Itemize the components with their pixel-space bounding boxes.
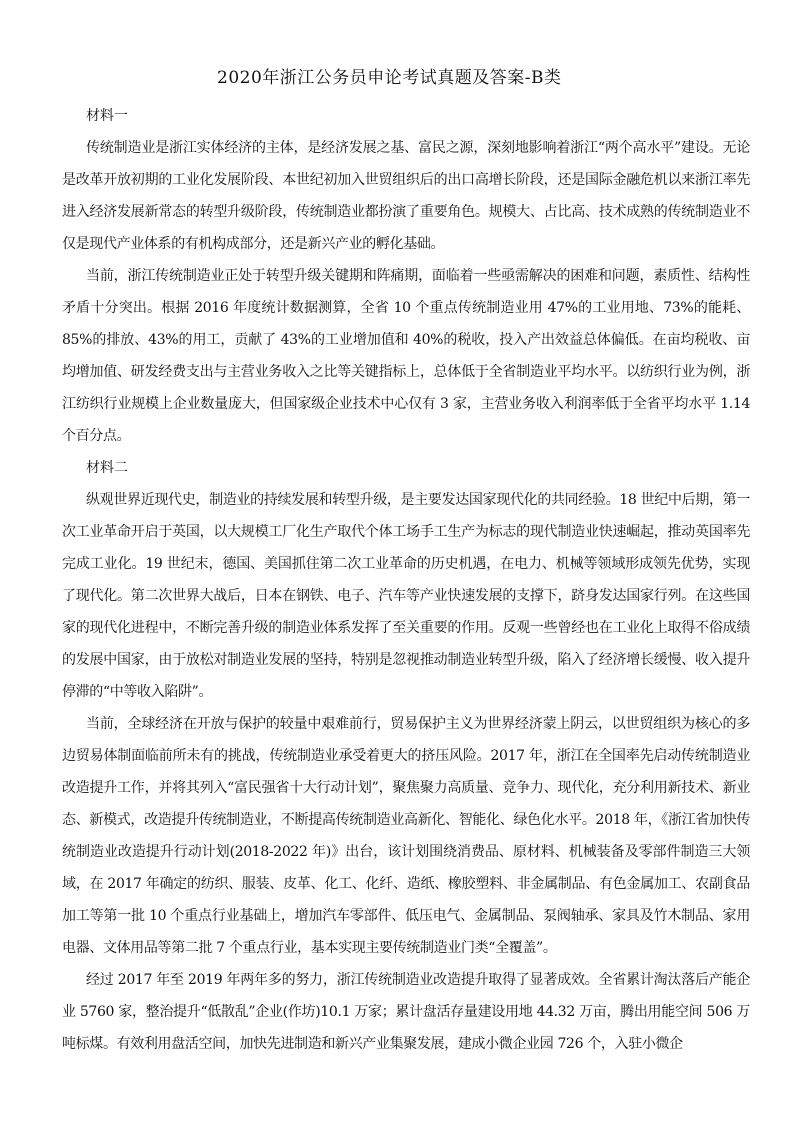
paragraph: 纵观世界近现代史，制造业的持续发展和转型升级，是主要发达国家现代化的共同经验。18 世纪中后期，第一次工业革命开启于英国，以大规模工厂化生产取代个体工场手工生产为标志的现代制造业快速崛起，推动英国率先完成工业化。19 世纪末，德国、美国抓住第二次工业革命的历史机遇，在电力、机械等领域形成领先优势，实现了现代化。第二次世界大战后，日本在钢铁、电子、汽车等产业快速发展的支撑下，跻身发达国家行列。在这些国家的现代化进程中，不断完善升级的制造业体系发挥了至关重要的作用。反观一些曾经也在工业化上取得不俗成绩的发展中国家，由于放松对制造业发展的坚持，特别是忽视推动制造业转型升级，陷入了经济增长缓慢、收入提升停滞的“中等收入陷阱”。 (62, 492, 750, 700)
material-section-1 (62, 100, 750, 452)
paragraph: 经过 2017 年至 2019 年两年多的努力，浙江传统制造业改造提升取得了显著成效。全省累计淘汰落后产能企业 5760 家，整治提升“低散乱”企业(作坊)10.1 万家；累计盘活存量建设用地 44.32 万亩，腾出用能空间 506 万吨标煤。有效利用盘活空间，加快先进制造和新兴产业集聚发展，建成小微企业园 726 个，入驻小微企 (62, 972, 750, 1052)
document-page (62, 62, 750, 1060)
document-title: 2020年浙江公务员申论考试真题及答案-B类 (217, 68, 562, 88)
section-heading: 材料一 (86, 108, 128, 124)
paragraph: 当前，全球经济在开放与保护的较量中艰难前行，贸易保护主义为世界经济蒙上阴云，以世贸组织为核心的多边贸易体制面临前所未有的挑战，传统制造业承受着更大的挤压风险。2017 年，浙江在全国率先启动传统制造业改造提升工作，并将其列入“富民强省十大行动计划”，聚焦聚力高质量、竞争力、现代化，充分利用新技术、新业态、新模式，改造提升传统制造业，不断提高传统制造业高新化、智能化、绿色化水平。2018 年，《浙江省加快传统制造业改造提升行动计划(2018-2022 年)》出台，该计划围绕消费品、原材料、机械装备及零部件制造三大领域，在 2017 年确定的纺织、服装、皮革、化工、化纤、造纸、橡胶塑料、非金属制品、有色金属加工、农副食品加工等第一批 10 个重点行业基础上，增加汽车零部件、低压电气、金属制品、泵阀轴承、家具及竹木制品、家用电器、文体用品等第二批 7 个重点行业，基本实现主要传统制造业门类“全覆盖”。 (62, 716, 750, 956)
section-heading: 材料二 (86, 460, 128, 476)
paragraph: 传统制造业是浙江实体经济的主体，是经济发展之基、富民之源，深刻地影响着浙江“两个高水平”建设。无论是改革开放初期的工业化发展阶段、本世纪初加入世贸组织后的出口高增长阶段，还是国际金融危机以来浙江率先进入经济发展新常态的转型升级阶段，传统制造业都扮演了重要角色。规模大、占比高、技术成熟的传统制造业不仅是现代产业体系的有机构成部分，还是新兴产业的孵化基础。 (62, 140, 750, 252)
paragraph: 当前，浙江传统制造业正处于转型升级关键期和阵痛期，面临着一些亟需解决的困难和问题，素质性、结构性矛盾十分突出。根据 2016 年度统计数据测算，全省 10 个重点传统制造业用 47%的工业用地、73%的能耗、85%的排放、43%的用工，贡献了 43%的工业增加值和 40%的税收，投入产出效益总体偏低。在亩均税收、亩均增加值、研发经费支出与主营业务收入之比等关键指标上，总体低于全省制造业平均水平。以纺织行业为例，浙江纺织行业规模上企业数量庞大，但国家级企业技术中心仅有 3 家，主营业务收入利润率低于全省平均水平 1.14 个百分点。 (62, 268, 750, 444)
material-section-2 (62, 452, 750, 1060)
